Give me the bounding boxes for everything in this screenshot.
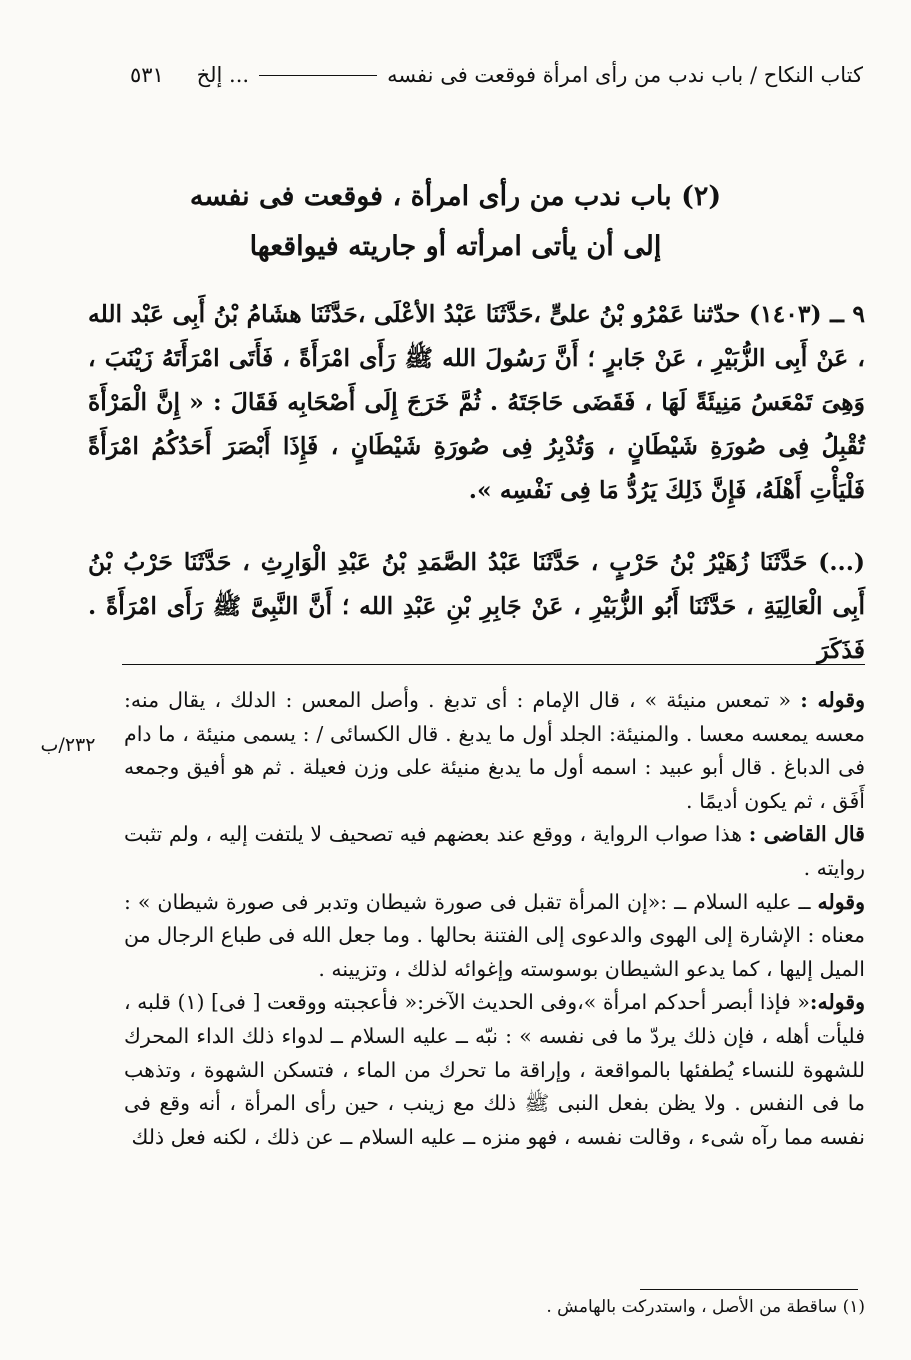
chapter-heading xyxy=(100,172,811,272)
commentary-paragraph xyxy=(124,684,865,818)
running-header-rule xyxy=(259,75,377,76)
hadith-chain-text: (...) حَدَّثَنَا زُهَيْرُ بْنُ حَرْبٍ ، حَدَّثَنَا عَبْدُ الصَّمَدِ بْنُ عَبْدِ الْوَارِثِ ، حَدَّثَنَا حَرْبُ بْنُ أَبِى الْعَالِيَةِ ، حَدَّثَنَا أَبُو الزُّبَيْرِ ، عَنْ جَابِرِ بْنِ عَبْدِ الله ؛ أَنَّ النَّبِىَّ ﷺ رَأَى امْرَأَةً . فَذَكَرَ xyxy=(88,548,865,664)
running-header xyxy=(130,58,863,92)
commentary-text: « تمعس منيئة » ، قال الإمام : أى تدبغ . وأصل المعس : الدلك ، يقال منه: معسه يمعسه معسا . والمنيئة: الجلد أول ما يدبغ . قال الكسائى / : يسمى منيئة ، ما دام فى الدباغ . قال أبو عبيد : اسمه أول ما يدبغ منيئة على وزن فعيلة . ثم هو أفيق وجمعه أَفَق ، ثم يكون أديمًا . xyxy=(124,688,865,813)
commentary-lead: وقوله : xyxy=(800,688,866,712)
commentary-text: هذا صواب الرواية ، ووقع عند بعضهم فيه تصحيف لا يلتفت إليه ، ولم تثبت روايته . xyxy=(124,822,865,880)
commentary-paragraph xyxy=(124,818,865,885)
footnote: (١) ساقطة من الأصل ، واستدركت بالهامش . xyxy=(546,1297,865,1317)
chapter-heading-line-2: إلى أن يأتى امرأته أو جاريته فيواقعها xyxy=(249,231,662,262)
commentary xyxy=(124,684,865,1154)
hadith-main-text: ٩ ــ (١٤٠٣) حدّثنا عَمْرُو بْنُ علىٍّ ،حَدَّثَنَا عَبْدُ الأعْلَى ،حَدَّثَنَا هشَامُ بْنُ أَبِى عَبْد الله ، عَنْ أَبِى الزُّبَيْرِ ، عَنْ جَابرٍ ؛ أَنَّ رَسُولَ الله ﷺ رَأَى امْرَأَةً ، فَأَتَى امْرَأَتَهُ زَيْنَبَ ، وَهِىَ تَمْعَسُ مَنِيئَةً لَهَا ، فَقَضَى حَاجَتَهُ . ثُمَّ خَرَجَ إِلَى أَصْحَابِه فَقَالَ : « إِنَّ الْمَرْأَةَ تُقْبِلُ فِى صُورَةِ شَيْطَانٍ ، وَتُدْبِرُ فِى صُورَةِ شَيْطَانٍ ، فَإِذَا أَبْصَرَ أَحَدُكُمُ امْرَأَةً فَلْيَأْتِ أَهْلَهُ، فَإِنَّ ذَلِكَ يَرُدُّ مَا فِى نَفْسِه ». xyxy=(88,300,865,504)
chapter-heading-line-1: (٢) باب ندب من رأى امرأة ، فوقعت فى نفسه xyxy=(189,181,722,212)
commentary-lead: قال القاضى : xyxy=(748,822,865,847)
section-divider xyxy=(122,664,865,665)
commentary-text: ــ عليه السلام ــ :«إن المرأة تقبل فى صورة شيطان وتدبر فى صورة شيطان » : معناه : الإشارة إلى الهوى والدعوى إلى الفتنة بحالها . وما جعل الله فى طباع الرجال من الميل إليها ، كما يدعو الشيطان بوسوسته وإغوائه لذلك ، وتزيينه . xyxy=(124,889,865,981)
commentary-text: « فإذا أبصر أحدكم امرأة »،وفى الحديث الآخر:« فأعجبته ووقعت [ فى] (١) قلبه ، فليأت أهله ، فإن ذلك يردّ ما فى نفسه » : نبّه ــ عليه السلام ــ لدواء ذلك الداء المحرك للشهوة للنساء يُطفئها بالمواقعة ، وإراقة ما تحرك من الماء ، فتسكن الشهوة ، وتذهب ما فى النفس . ولا يظن بفعل النبى ﷺ ذلك مع زينب ، حين رأى المرأة ، أنه وقع فى نفسه مما رآه شىء ، وقالت نفسه ، فهو منزه ــ عليه السلام ــ عن ذلك ، لكنه فعل ذلك xyxy=(124,990,865,1149)
commentary-lead: وقوله xyxy=(817,889,865,914)
manuscript-folio-note: ٢٣٢/ب xyxy=(40,734,96,756)
running-header-title: كتاب النكاح / باب ندب من رأى امرأة فوقعت فى نفسه xyxy=(387,63,863,87)
page-number: ٥٣١ xyxy=(130,63,164,87)
footnote-rule xyxy=(640,1289,858,1290)
commentary-lead: وقوله: xyxy=(809,990,865,1015)
commentary-paragraph xyxy=(124,886,865,987)
commentary-paragraph xyxy=(124,986,865,1154)
running-header-etc: ... إلخ xyxy=(196,63,250,87)
